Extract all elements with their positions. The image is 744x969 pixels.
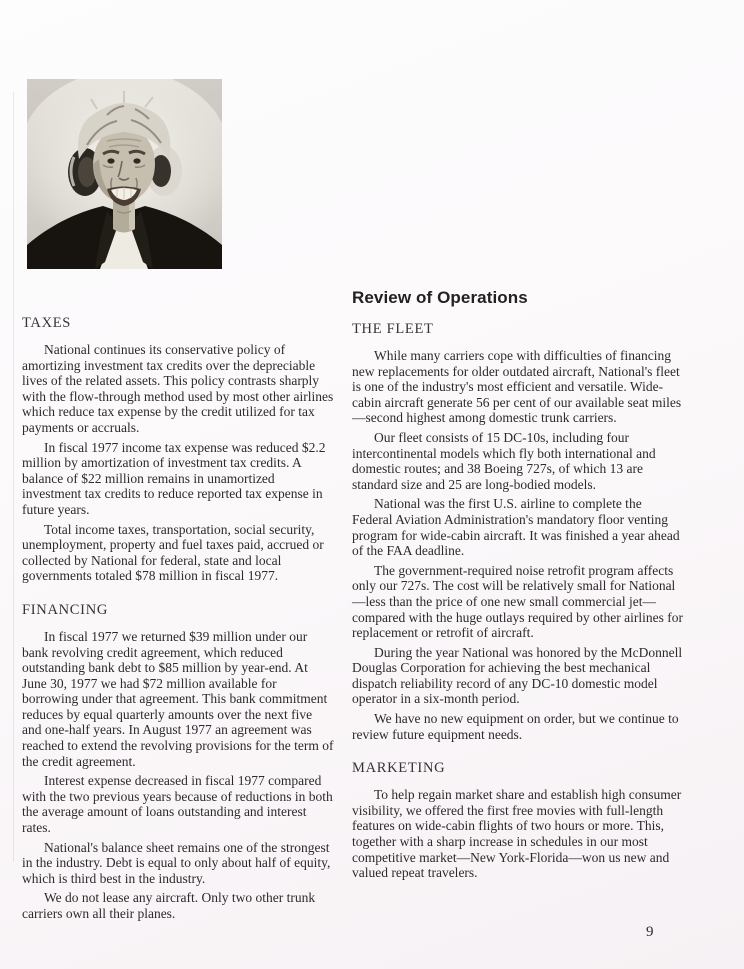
marketing-paragraph-1: To help regain market share and establish high consumer visibility, we offered the first free movies with full-length features on wide-cabin flights of two hours or more. This, together with a sharp increase in schedules in our most competitive market—New York-Florida—won us new and valued repeat travelers. (352, 787, 682, 881)
financing-paragraph-3: National's balance sheet remains one of the strongest in the industry. Debt is equal to only about half of equity, which is third best in the industry. (22, 839, 331, 886)
left-column (22, 315, 334, 922)
financing-paragraph-4: We do not lease any aircraft. Only two other trunk carriers own all their planes. (22, 890, 316, 921)
page-number: 9 (646, 924, 654, 940)
fleet-paragraph-5: During the year National was honored by the McDonnell Douglas Corporation for achieving the best mechanical dispatch reliability record of any DC-10 domestic model operator in a six-month period. (352, 644, 683, 707)
financing-paragraph-1: In fiscal 1977 we returned $39 million under our bank revolving credit agreement, which reduced outstanding bank debt to $85 million by year-end. At June 30, 1977 we had $72 million available for borrowing under that agreement. This bank commitment reduces by equal quarterly amounts over the next five and one-half years. In August 1977 an agreement was reached to extend the revolving provisions for the term of the credit agreement. (22, 628, 334, 769)
section-the-fleet (352, 321, 684, 742)
fleet-paragraph-2: Our fleet consists of 15 DC-10s, including four intercontinental models which fly both international and domestic routes; and 38 Boeing 727s, of which 13 are standard size and 25 are long-bodied models. (352, 429, 656, 492)
taxes-paragraph-3: Total income taxes, transportation, social security, unemployment, property and fuel taxes paid, accrued or collected by National for federal, state and local governments totaled $78 million in fiscal 1977. (22, 521, 324, 584)
financing-heading: FINANCING (22, 601, 109, 618)
taxes-paragraph-2: In fiscal 1977 income tax expense was reduced $2.2 million by amortization of investment tax credits. A balance of $22 million remains in unamortized investment tax credits to reduce reported tax expense in future years. (22, 439, 326, 517)
fleet-paragraph-4: The government-required noise retrofit program affects only our 727s. The cost will be relatively small for National—less than the price of one new small commercial jet—compared with the huge outlays required by other airlines for replacement or retrofit of aircraft. (352, 562, 684, 641)
section-marketing (352, 760, 684, 881)
fleet-paragraph-6: We have no new equipment on order, but we continue to review future equipment needs. (352, 711, 679, 742)
marketing-heading: MARKETING (352, 760, 446, 777)
right-column (352, 288, 684, 881)
fleet-paragraph-1: While many carriers cope with difficulties of financing new replacements for older outdated aircraft, National's fleet is one of the industry's most efficient and versatile. Wide-cabin aircraft generate 56 per cent of our available seat miles—second highest among domestic trunk carriers. (352, 348, 682, 426)
portrait-photo (27, 79, 222, 269)
scan-artifact-line (13, 92, 14, 862)
fleet-paragraph-3: National was the first U.S. airline to complete the Federal Aviation Administration's mandatory floor venting program for wide-cabin aircraft. It was finished a year ahead of the FAA deadline. (352, 496, 680, 559)
the-fleet-heading: THE FLEET (352, 321, 434, 337)
section-taxes (22, 315, 334, 584)
taxes-paragraph-1: National continues its conservative policy of amortizing investment tax credits over the depreciable lives of the related assets. This policy contrasts sharply with the flow-through method used by most other airlines which reduce tax expense by the credit utilized for tax payments or accruals. (22, 342, 334, 435)
taxes-heading: TAXES (22, 315, 72, 331)
section-financing (22, 602, 334, 922)
review-of-operations-header: Review of Operations (352, 288, 528, 307)
financing-paragraph-2: Interest expense decreased in fiscal 1977 compared with the two previous years because of reductions in both the average amount of loans outstanding and interest rates. (22, 773, 333, 836)
man-with-ear-protectors-illustration (27, 79, 222, 269)
